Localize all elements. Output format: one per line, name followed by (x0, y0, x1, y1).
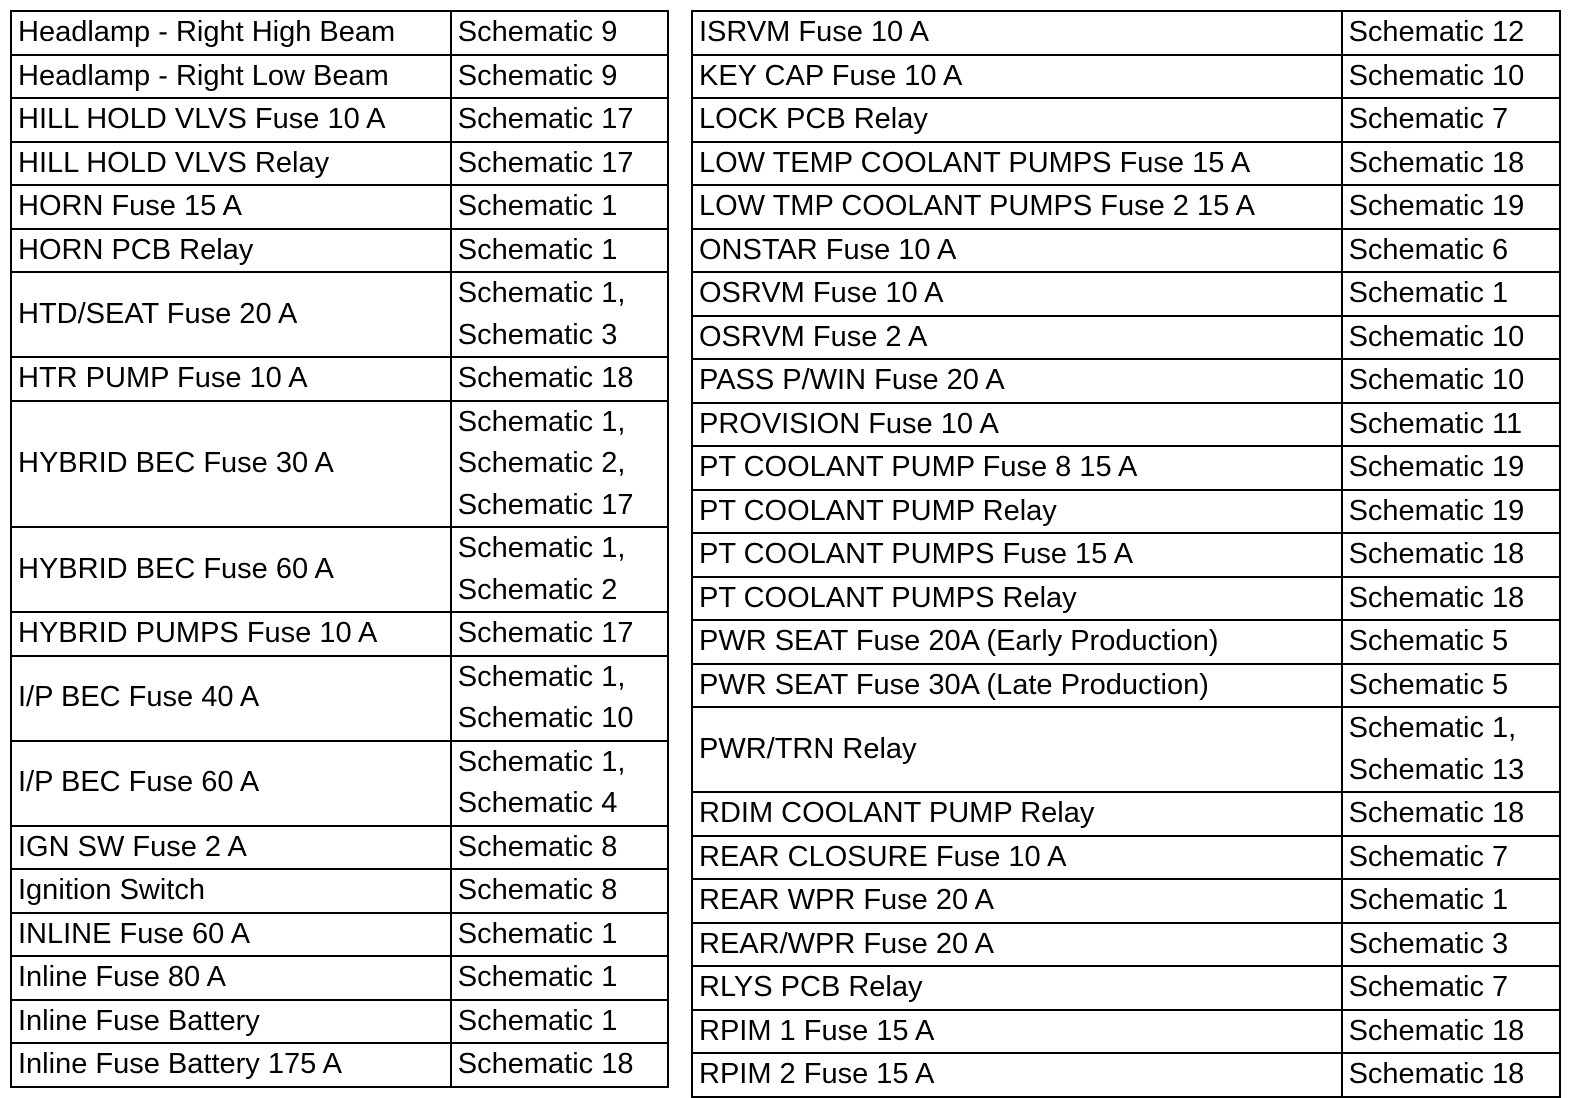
schematic-ref: Schematic 9 (457, 16, 618, 48)
schematic-ref: Schematic 17 (457, 617, 634, 649)
table-row (692, 142, 1560, 186)
component-cell: Ignition Switch (11, 869, 451, 913)
table-row (11, 272, 668, 357)
schematic-ref: Schematic 7 (1348, 840, 1509, 873)
component-cell: PASS P/WIN Fuse 20 A (692, 359, 1342, 403)
schematic-ref: Schematic 18 (1348, 146, 1525, 179)
schematic-ref: Schematic 6 (1348, 233, 1509, 266)
component-cell: HTD/SEAT Fuse 20 A (11, 272, 451, 357)
schematic-cell (1342, 272, 1560, 316)
schematic-ref: Schematic 1 (457, 190, 618, 222)
schematic-ref: Schematic 12 (1348, 16, 1525, 48)
table-row (692, 836, 1560, 880)
schematic-ref: Schematic 1, (457, 660, 626, 693)
table-row (692, 272, 1560, 316)
table-row (11, 913, 668, 957)
schematic-cell (451, 98, 668, 142)
component-cell: INLINE Fuse 60 A (11, 913, 451, 957)
schematic-cell (451, 1000, 668, 1044)
table-row (692, 446, 1560, 490)
component-cell: Inline Fuse 80 A (11, 956, 451, 1000)
schematic-ref: Schematic 1, (457, 532, 626, 564)
schematic-cell (451, 612, 668, 656)
schematic-cell (451, 869, 668, 913)
schematic-cell (1342, 1010, 1560, 1054)
component-cell: HTR PUMP Fuse 10 A (11, 357, 451, 401)
schematic-cell (451, 826, 668, 870)
schematic-ref: Schematic 1 (1348, 884, 1509, 916)
table-row (692, 923, 1560, 967)
table-row (692, 707, 1560, 792)
schematic-ref: Schematic 1 (457, 1004, 618, 1037)
left-index-table (10, 10, 669, 1088)
table-row (692, 533, 1560, 577)
table-row (11, 612, 668, 656)
schematic-cell (451, 1043, 668, 1087)
schematic-cell (1342, 620, 1560, 664)
component-cell: HILL HOLD VLVS Relay (11, 142, 451, 186)
table-row (11, 869, 668, 913)
component-cell: RPIM 1 Fuse 15 A (692, 1010, 1342, 1054)
schematic-ref: Schematic 11 (1348, 407, 1523, 440)
schematic-cell (1342, 98, 1560, 142)
schematic-cell (1342, 1053, 1560, 1097)
component-cell: REAR/WPR Fuse 20 A (692, 923, 1342, 967)
schematic-cell (451, 527, 668, 612)
schematic-ref: Schematic 1 (1348, 277, 1509, 309)
schematic-ref: Schematic 18 (457, 1048, 634, 1080)
component-cell: RDIM COOLANT PUMP Relay (692, 792, 1342, 836)
component-cell: OSRVM Fuse 10 A (692, 272, 1342, 316)
schematic-ref: Schematic 18 (1348, 797, 1525, 829)
component-cell: LOW TMP COOLANT PUMPS Fuse 2 15 A (692, 185, 1342, 229)
schematic-cell (451, 142, 668, 186)
schematic-ref: Schematic 13 (1348, 753, 1525, 786)
schematic-ref: Schematic 3 (1348, 927, 1509, 960)
schematic-ref: Schematic 18 (1348, 538, 1525, 570)
schematic-ref: Schematic 19 (1348, 451, 1525, 483)
schematic-ref: Schematic 10 (1348, 364, 1525, 396)
schematic-cell (451, 357, 668, 401)
schematic-ref: Schematic 18 (1348, 1058, 1525, 1090)
table-row (692, 229, 1560, 273)
component-cell: PT COOLANT PUMP Fuse 8 15 A (692, 446, 1342, 490)
schematic-cell (1342, 55, 1560, 99)
schematic-cell (1342, 879, 1560, 923)
component-cell: PROVISION Fuse 10 A (692, 403, 1342, 447)
schematic-ref: Schematic 19 (1348, 190, 1525, 222)
component-cell: PWR SEAT Fuse 30A (Late Production) (692, 664, 1342, 708)
schematic-cell (1342, 577, 1560, 621)
schematic-cell (451, 913, 668, 957)
table-row (11, 656, 668, 741)
table-row (692, 577, 1560, 621)
table-row (11, 142, 668, 186)
component-cell: PT COOLANT PUMPS Fuse 15 A (692, 533, 1342, 577)
table-row (692, 359, 1560, 403)
table-row (11, 1043, 668, 1087)
schematic-ref: Schematic 17 (457, 146, 634, 179)
table-row (11, 826, 668, 870)
schematic-ref: Schematic 10 (1348, 320, 1525, 353)
component-cell: REAR CLOSURE Fuse 10 A (692, 836, 1342, 880)
component-cell: HORN Fuse 15 A (11, 185, 451, 229)
table-row (692, 11, 1560, 55)
schematic-cell (1342, 707, 1560, 792)
schematic-cell (451, 401, 668, 528)
schematic-cell (1342, 836, 1560, 880)
table-row (692, 664, 1560, 708)
table-row (11, 185, 668, 229)
schematic-cell (451, 272, 668, 357)
table-row (11, 741, 668, 826)
component-cell: OSRVM Fuse 2 A (692, 316, 1342, 360)
right-table-body (692, 11, 1560, 1097)
schematic-ref: Schematic 1 (457, 233, 618, 266)
component-cell: LOW TEMP COOLANT PUMPS Fuse 15 A (692, 142, 1342, 186)
schematic-ref: Schematic 1, (457, 745, 626, 778)
component-cell: IGN SW Fuse 2 A (11, 826, 451, 870)
component-cell: Headlamp - Right High Beam (11, 11, 451, 55)
table-row (692, 620, 1560, 664)
table-row (692, 185, 1560, 229)
schematic-cell (451, 656, 668, 741)
component-cell: REAR WPR Fuse 20 A (692, 879, 1342, 923)
schematic-ref: Schematic 1 (457, 961, 618, 993)
component-cell: PWR SEAT Fuse 20A (Early Production) (692, 620, 1342, 664)
schematic-cell (1342, 664, 1560, 708)
component-cell: KEY CAP Fuse 10 A (692, 55, 1342, 99)
schematic-cell (451, 11, 668, 55)
component-cell: PT COOLANT PUMP Relay (692, 490, 1342, 534)
component-cell: HYBRID BEC Fuse 60 A (11, 527, 451, 612)
schematic-ref: Schematic 1, (457, 277, 626, 309)
schematic-ref: Schematic 2, (457, 447, 626, 479)
component-cell: Headlamp - Right Low Beam (11, 55, 451, 99)
schematic-cell (1342, 142, 1560, 186)
schematic-cell (1342, 490, 1560, 534)
schematic-cell (1342, 359, 1560, 403)
table-row (11, 55, 668, 99)
schematic-ref: Schematic 10 (457, 702, 634, 734)
schematic-ref: Schematic 4 (457, 787, 618, 819)
component-cell: HYBRID PUMPS Fuse 10 A (11, 612, 451, 656)
left-table-body (11, 11, 668, 1087)
component-cell: Inline Fuse Battery 175 A (11, 1043, 451, 1087)
schematic-ref: Schematic 2 (457, 573, 618, 606)
component-cell: HORN PCB Relay (11, 229, 451, 273)
table-row (11, 956, 668, 1000)
schematic-ref: Schematic 18 (1348, 581, 1525, 614)
table-row (11, 401, 668, 528)
schematic-cell (1342, 446, 1560, 490)
schematic-ref: Schematic 3 (457, 318, 618, 351)
schematic-cell (1342, 792, 1560, 836)
schematic-ref: Schematic 9 (457, 59, 618, 92)
table-row (11, 1000, 668, 1044)
schematic-ref: Schematic 8 (457, 874, 618, 906)
component-cell: PT COOLANT PUMPS Relay (692, 577, 1342, 621)
schematic-ref: Schematic 17 (457, 488, 634, 521)
schematic-cell (1342, 316, 1560, 360)
component-cell: RLYS PCB Relay (692, 966, 1342, 1010)
schematic-cell (1342, 533, 1560, 577)
table-row (11, 229, 668, 273)
schematic-cell (451, 956, 668, 1000)
table-row (11, 98, 668, 142)
schematic-cell (1342, 966, 1560, 1010)
schematic-ref: Schematic 7 (1348, 103, 1509, 135)
table-row (692, 792, 1560, 836)
schematic-ref: Schematic 8 (457, 830, 618, 863)
table-row (692, 98, 1560, 142)
table-row (11, 11, 668, 55)
schematic-cell (451, 55, 668, 99)
schematic-cell (1342, 923, 1560, 967)
table-row (692, 490, 1560, 534)
schematic-cell (451, 185, 668, 229)
table-row (692, 1053, 1560, 1097)
component-cell: HILL HOLD VLVS Fuse 10 A (11, 98, 451, 142)
table-row (692, 1010, 1560, 1054)
right-index-table (691, 10, 1561, 1098)
component-cell: PWR/TRN Relay (692, 707, 1342, 792)
component-cell: ISRVM Fuse 10 A (692, 11, 1342, 55)
component-cell: I/P BEC Fuse 40 A (11, 656, 451, 741)
component-cell: ONSTAR Fuse 10 A (692, 229, 1342, 273)
schematic-ref: Schematic 19 (1348, 494, 1525, 527)
schematic-ref: Schematic 18 (1348, 1014, 1525, 1047)
schematic-cell (1342, 229, 1560, 273)
schematic-ref: Schematic 1 (457, 917, 618, 950)
schematic-ref: Schematic 10 (1348, 59, 1525, 92)
table-row (692, 966, 1560, 1010)
table-row (692, 55, 1560, 99)
component-cell: RPIM 2 Fuse 15 A (692, 1053, 1342, 1097)
component-cell: LOCK PCB Relay (692, 98, 1342, 142)
schematic-ref: Schematic 7 (1348, 971, 1509, 1003)
table-row (11, 357, 668, 401)
schematic-ref: Schematic 5 (1348, 625, 1509, 657)
schematic-ref: Schematic 1, (1348, 712, 1517, 744)
table-row (692, 316, 1560, 360)
schematic-cell (451, 741, 668, 826)
schematic-cell (1342, 11, 1560, 55)
table-row (11, 527, 668, 612)
component-cell: Inline Fuse Battery (11, 1000, 451, 1044)
table-row (692, 879, 1560, 923)
schematic-cell (1342, 185, 1560, 229)
component-cell: HYBRID BEC Fuse 30 A (11, 401, 451, 528)
schematic-cell (451, 229, 668, 273)
component-cell: I/P BEC Fuse 60 A (11, 741, 451, 826)
schematic-ref: Schematic 18 (457, 362, 634, 394)
schematic-ref: Schematic 17 (457, 103, 634, 135)
table-row (692, 403, 1560, 447)
schematic-cell (1342, 403, 1560, 447)
schematic-ref: Schematic 1, (457, 405, 626, 438)
schematic-ref: Schematic 5 (1348, 668, 1509, 701)
